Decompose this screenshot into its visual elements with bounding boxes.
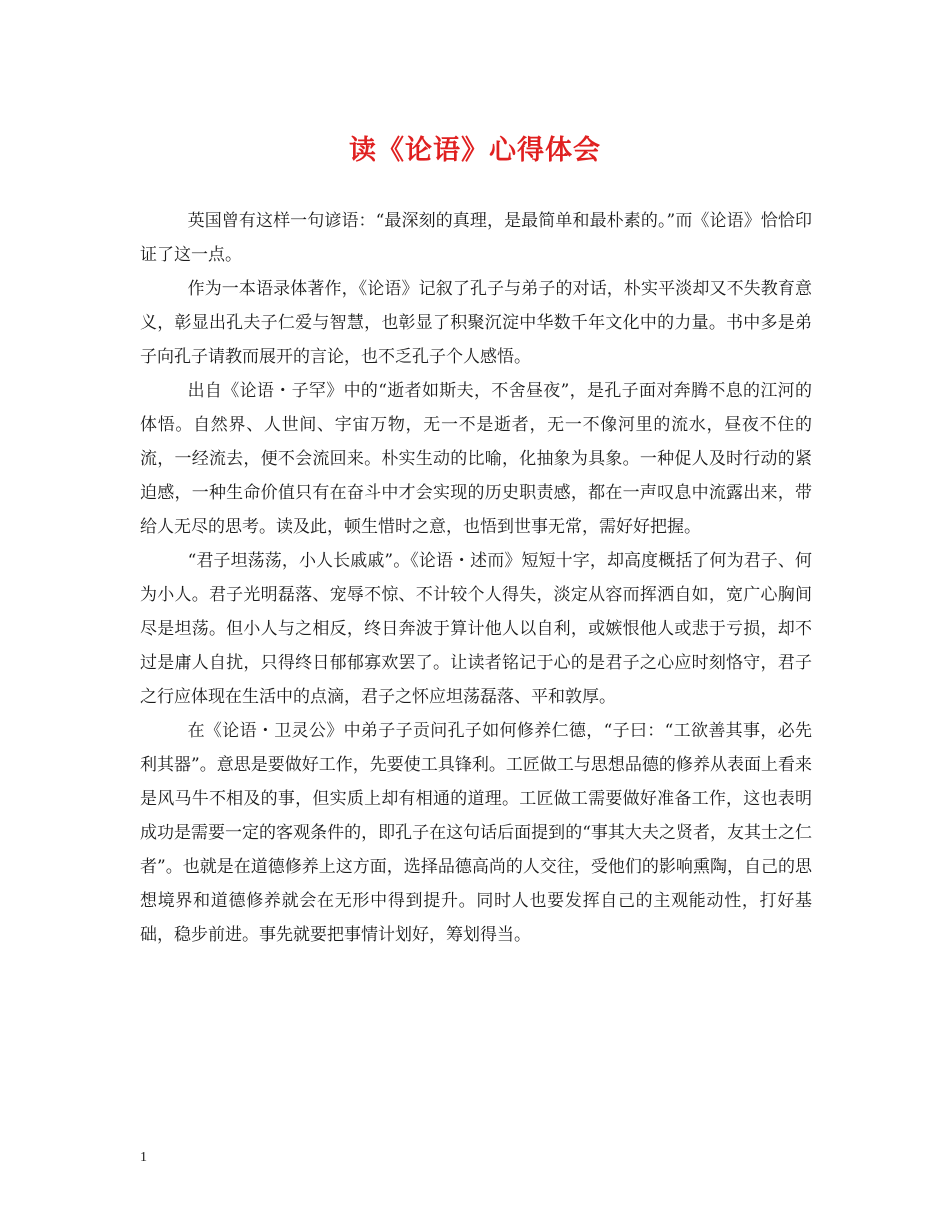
paragraph: 在《论语・卫灵公》中弟子子贡问孔子如何修养仁德，“子曰：“工欲善其事，必先利其器”。意思是要做好工作，先要使工具锋利。工匠做工与思想品德的修养从表面上看来是风马牛不相及的事，但实质上却有相通的道理。工匠做工需要做好准备工作，这也表明成功是需要一定的客观条件的，即孔子在这句话后面提到的“事其大夫之贤者，友其士之仁者”。也就是在道德修养上这方面，选择品德高尚的人交往，受他们的影响熏陶，自己的思想境界和道德修养就会在无形中得到提升。同时人也要发挥自己的主观能动性，打好基础，稳步前进。事先就要把事情计划好，筹划得当。 bbox=[140, 721, 812, 945]
document-title: 读《论语》心得体会 bbox=[349, 135, 601, 166]
page-number: 1 bbox=[140, 1150, 147, 1165]
document-body bbox=[140, 204, 812, 952]
paragraph: 出自《论语・子罕》中的“逝者如斯夫，不舍昼夜”，是孔子面对奔腾不息的江河的体悟。自然界、人世间、宇宙万物，无一不是逝者，无一不像河里的流水，昼夜不住的流，一经流去，便不会流回来。朴实生动的比喻，化抽象为具象。一种促人及时行动的紧迫感，一种生命价值只有在奋斗中才会实现的历史职责感，都在一声叹息中流露出来，带给人无尽的思考。读及此，顿生惜时之意，也悟到世事无常，需好好把握。 bbox=[140, 381, 812, 537]
paragraph: 英国曾有这样一句谚语：“最深刻的真理，是最简单和最朴素的。”而《论语》恰恰印证了这一点。 bbox=[140, 211, 812, 265]
paragraph: “君子坦荡荡，小人长戚戚”。《论语・述而》短短十字，却高度概括了何为君子、何为小人。君子光明磊落、宠辱不惊、不计较个人得失，淡定从容而挥洒自如，宽广心胸间尽是坦荡。但小人与之相反，终日奔波于算计他人以自利，或嫉恨他人或悲于亏损，却不过是庸人自扰，只得终日郁郁寡欢罢了。让读者铭记于心的是君子之心应时刻恪守，君子之行应体现在生活中的点滴，君子之怀应坦荡磊落、平和敦厚。 bbox=[140, 551, 812, 707]
paragraph: 作为一本语录体著作，《论语》记叙了孔子与弟子的对话，朴实平淡却又不失教育意义，彰显出孔夫子仁爱与智慧，也彰显了积聚沉淀中华数千年文化中的力量。书中多是弟子向孔子请教而展开的言论，也不乏孔子个人感悟。 bbox=[140, 279, 812, 367]
